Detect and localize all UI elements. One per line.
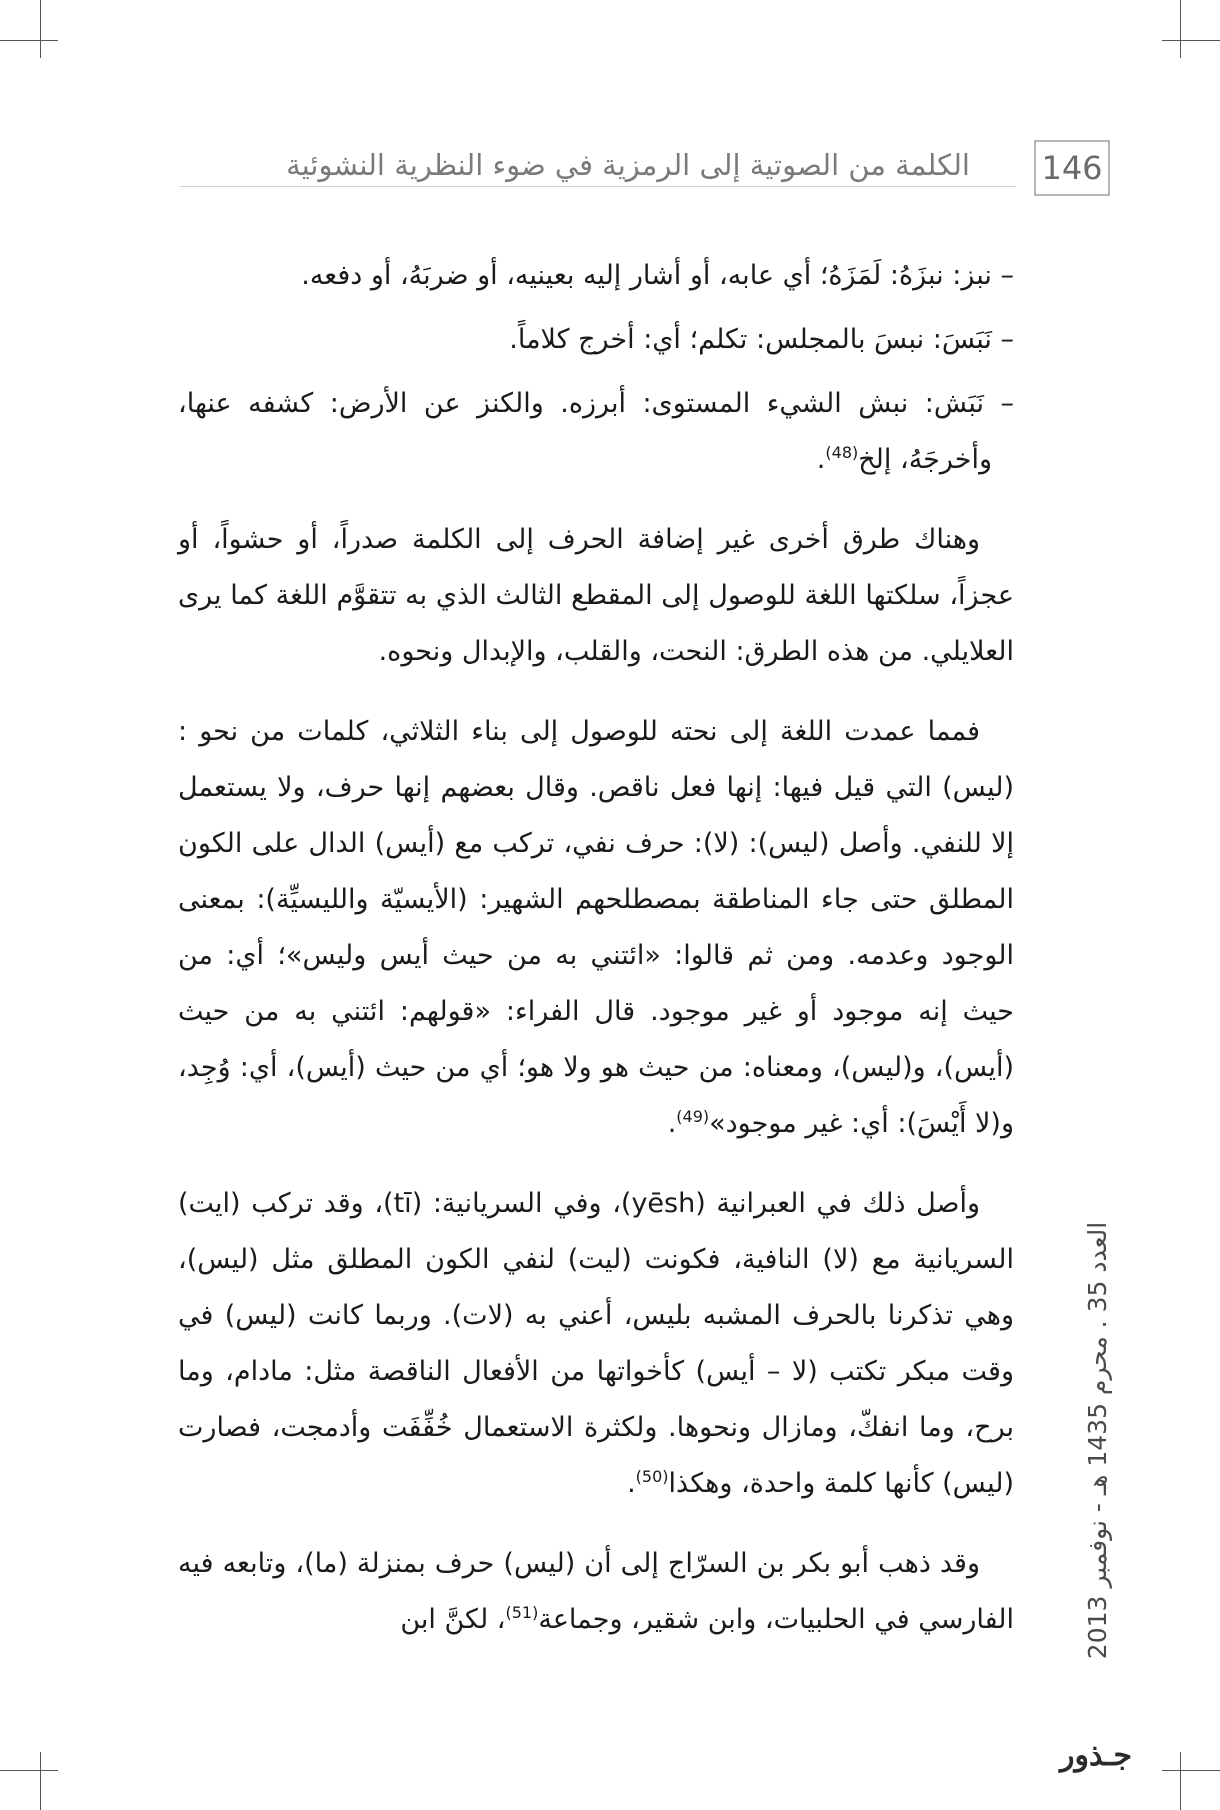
definition-item: – نبز: نبزَهُ: لَمَزَهُ؛ أي عابه، أو أشار إليه بعينيه، أو ضربَهُ، أو دفعه.	[301, 260, 1014, 291]
header-rule	[180, 186, 1016, 187]
footnote-ref: (51)	[505, 1603, 539, 1622]
footnote-ref: (48)	[825, 443, 859, 462]
paragraph-text: وأصل ذلك في العبرانية (yēsh)، وفي السريانية: (tī)، وقد تركب (ايت) السريانية مع (لا) النافية، فكونت (ليت) لنفي الكون المطلق مثل (ليس)، وهي تذكرنا بالحرف المشبه بليس، أعني به (لات). وربما كانت (ليس) في وقت مبكر تكتب (لا – أيس) كأخواتها من الأفعال الناقصة مثل: مادام، وما برح، وما انفكّ، ومازال ونحوها. ولكثرة الاستعمال خُفِّفَت وأدمجت، فصارت (ليس) كأنها كلمة واحدة، وهكذا	[178, 1188, 1014, 1499]
running-header	[180, 140, 1110, 202]
issue-caption-text: العدد 35 . محرم 1435 هـ - نوفمبر 2013	[1083, 1221, 1113, 1659]
paragraph-text: ، لكنَّ ابن	[400, 1604, 506, 1635]
article-body	[178, 248, 1014, 1648]
footnote-ref: (50)	[635, 1467, 669, 1486]
paragraph	[178, 1536, 1014, 1648]
paragraph: وهناك طرق أخرى غير إضافة الحرف إلى الكلمة صدراً، أو حشواً، أو عجزاً، سلكتها اللغة للوصول إلى المقطع الثالث الذي به تتقوَّم اللغة كما يرى العلايلي. من هذه الطرق: النحت، والقلب، والإبدال ونحوه.	[178, 524, 1014, 667]
crop-mark	[1162, 40, 1220, 41]
header-title: الكلمة من الصوتية إلى الرمزية في ضوء النظرية النشوئية	[286, 148, 970, 182]
crop-mark	[40, 1752, 41, 1810]
issue-caption	[1078, 1160, 1118, 1720]
crop-mark	[1162, 1770, 1220, 1771]
crop-mark	[1180, 1752, 1181, 1810]
journal-logo: جـذور	[1060, 1738, 1133, 1773]
crop-mark	[40, 0, 41, 58]
page-number: 146	[1034, 140, 1110, 196]
paragraph-text: فمما عمدت اللغة إلى نحته للوصول إلى بناء الثلاثي، كلمات من نحو :(ليس) التي قيل فيها: إنها فعل ناقص. وقال بعضهم إنها حرف، ولا يستعمل إلا للنفي. وأصل (ليس): (لا): حرف نفي، تركب مع (أيس) الدال على الكون المطلق حتى جاء المناطقة بمصطلحهم الشهير: (الأيسيّة والليسيِّة): بمعنى الوجود وعدمه. ومن ثم قالوا: «ائتني به من حيث أيس وليس»؛ أي: من حيث إنه موجود أو غير موجود. قال الفراء: «قولهم: ائتني به من حيث (أيس)، و(ليس)، ومعناه: من حيث هو ولا هو؛ أي من حيث (أيس)، أي: وُجِد، و(لا أَيْسَ): أي: غير موجود»	[178, 716, 1014, 1139]
crop-mark	[0, 1770, 58, 1771]
definition-item: – نَبَسَ: نبسَ بالمجلس: تكلم؛ أي: أخرج كلاماً.	[509, 324, 1014, 355]
paragraph-text: وقد ذهب أبو بكر بن السرّاج إلى أن (ليس) حرف بمنزلة (ما)، وتابعه فيه الفارسي في الحلبيات، وابن شقير، وجماعة	[178, 1548, 1014, 1635]
paragraph: وأصل ذلك في العبرانية (yēsh)، وفي السريانية: (tī)، وقد تركب (ايت) السريانية مع (لا) النافية، فكونت (ليت) لنفي الكون المطلق مثل (ليس)، وهي تذكرنا بالحرف المشبه بليس، أعني به (لات). وربما كانت (ليس) في وقت مبكر تكتب (لا – أيس) كأخواتها من الأفعال الناقصة مثل: مادام، وما برح، وما انفكّ، ومازال ونحوها. ولكثرة الاستعمال خُفِّفَت وأدمجت، فصارت (ليس) كأنها كلمة واحدة، وهكذا$^{(50)}$.	[178, 1188, 1014, 1499]
definition-text: – نَبَش: نبش الشيء المستوى: أبرزه. والكنز عن الأرض: كشفه عنها، وأخرجَهُ، إلخ	[178, 388, 1014, 475]
paragraph: فمما عمدت اللغة إلى نحته للوصول إلى بناء الثلاثي، كلمات من نحو :(ليس) التي قيل فيها: إنها فعل ناقص. وقال بعضهم إنها حرف، ولا يستعمل إلا للنفي. وأصل (ليس): (لا): حرف نفي، تركب مع (أيس) الدال على الكون المطلق حتى جاء المناطقة بمصطلحهم الشهير: (الأيسيّة والليسيِّة): بمعنى الوجود وعدمه. ومن ثم قالوا: «ائتني به من حيث أيس وليس»؛ أي: من حيث إنه موجود أو غير موجود. قال الفراء: «قولهم: ائتني به من حيث (أيس)، و(ليس)، ومعناه: من حيث هو ولا هو؛ أي من حيث (أيس)، أي: وُجِد، و(لا أَيْسَ): أي: غير موجود»$^{(49)}$.	[178, 716, 1014, 1139]
definition-item: – نَبَش: نبش الشيء المستوى: أبرزه. والكنز عن الأرض: كشفه عنها، وأخرجَهُ، إلخ$^{(48)}$.	[178, 388, 1014, 475]
crop-mark	[0, 40, 58, 41]
crop-mark	[1180, 0, 1181, 58]
footnote-ref: (49)	[676, 1107, 710, 1126]
